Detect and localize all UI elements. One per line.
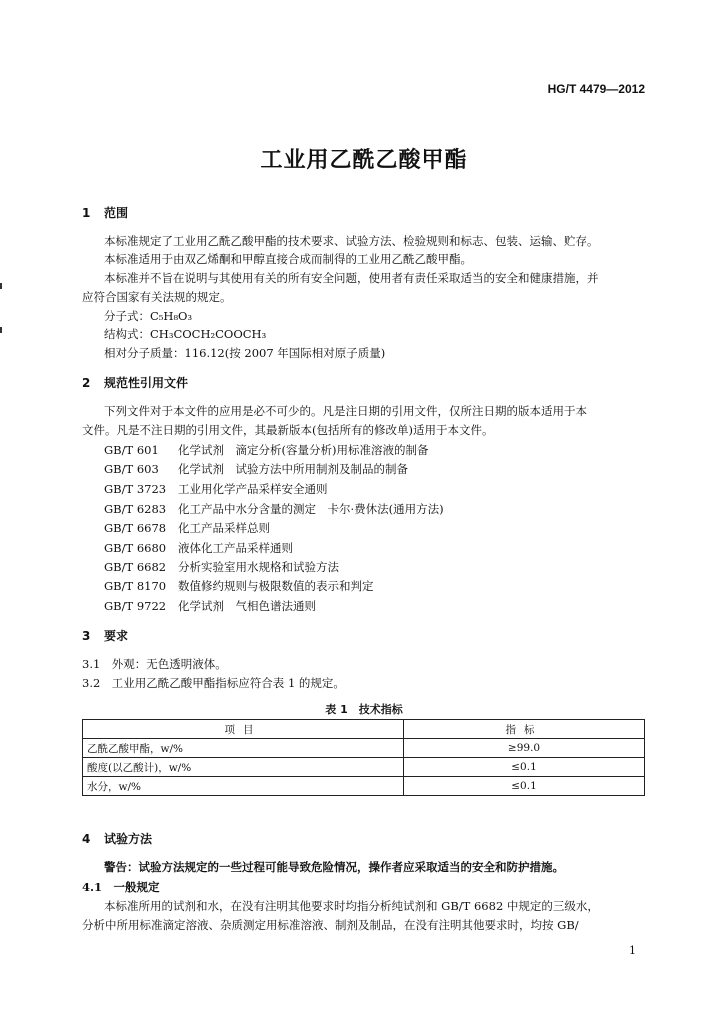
table-cell-value: ≤0.1: [404, 777, 645, 796]
clause-4-1: 4.1 一般规定: [82, 880, 160, 894]
reference-item: [104, 461, 408, 477]
reference-code: GB/T 601: [104, 443, 159, 457]
paragraph: 应符合国家有关法规的规定。: [82, 290, 232, 304]
spec-table: [82, 719, 645, 796]
page-number: 1: [629, 944, 636, 957]
structural-formula: 结构式：CH₃COCH₂COOCH₃: [104, 327, 267, 341]
reference-code: GB/T 6678: [104, 521, 167, 535]
reference-code: GB/T 603: [104, 462, 159, 476]
reference-title: 分析实验室用水规格和试验方法: [178, 560, 339, 574]
table-row: [83, 777, 645, 796]
paragraph: 本标准规定了工业用乙酰乙酸甲酯的技术要求、试验方法、检验规则和标志、包装、运输、贮存。: [104, 234, 599, 248]
reference-title: 工业用化学产品采样安全通则: [178, 482, 328, 496]
table-cell-item: 水分，w/%: [83, 777, 404, 796]
document-title: 工业用乙酰乙酸甲酯: [260, 148, 468, 173]
reference-item: [104, 442, 428, 458]
reference-item: [104, 520, 270, 536]
reference-title: 数值修约规则与极限数值的表示和判定: [178, 579, 374, 593]
reference-code: GB/T 6283: [104, 502, 167, 516]
table-header-value: 指标: [404, 720, 645, 739]
reference-title: 化工产品采样总则: [178, 521, 270, 535]
section-3-heading: [82, 627, 128, 644]
clause-3-1: 3.1 外观：无色透明液体。: [82, 657, 227, 671]
reference-item: [104, 559, 339, 575]
reference-code: GB/T 9722: [104, 599, 167, 613]
reference-item: [104, 501, 444, 517]
molecular-mass: 相对分子质量：116.12(按 2007 年国际相对原子质量): [104, 346, 386, 360]
section-4-heading: [82, 830, 152, 847]
section-number: 2: [82, 376, 91, 390]
reference-title: 液体化工产品采样通则: [178, 541, 293, 555]
paragraph: 下列文件对于本文件的应用是必不可少的。凡是注日期的引用文件，仅所注日期的版本适用于本: [104, 404, 587, 418]
reference-title: 化学试剂 试验方法中所用制剂及制品的制备: [178, 462, 408, 476]
paragraph: 分析中所用标准滴定溶液、杂质测定用标准溶液、制剂及制品，在没有注明其他要求时，均按 GB/: [82, 918, 579, 932]
table-caption: 表 1 技术指标: [325, 703, 403, 716]
reference-code: GB/T 3723: [104, 482, 167, 496]
scan-mark: [0, 283, 8, 289]
section-1-heading: [82, 204, 128, 221]
table-cell-value: ≥99.0: [404, 739, 645, 758]
reference-title: 化学试剂 滴定分析(容量分析)用标准溶液的制备: [178, 443, 429, 457]
table-row: [83, 739, 645, 758]
reference-item: [104, 481, 328, 497]
section-number: 4: [82, 832, 91, 846]
table-header-item: 项目: [83, 720, 404, 739]
reference-title: 化工产品中水分含量的测定 卡尔·费休法(通用方法): [178, 502, 444, 516]
table-cell-item: 乙酰乙酸甲酯，w/%: [83, 739, 404, 758]
reference-code: GB/T 6682: [104, 560, 167, 574]
section-number: 3: [82, 629, 91, 643]
table-cell-value: ≤0.1: [404, 758, 645, 777]
reference-item: [104, 540, 293, 556]
paragraph: 本标准适用于由双乙烯酮和甲醇直接合成而制得的工业用乙酰乙酸甲酯。: [104, 252, 472, 266]
reference-title: 化学试剂 气相色谱法通则: [178, 599, 316, 613]
section-2-heading: [82, 374, 188, 391]
reference-code: GB/T 8170: [104, 579, 167, 593]
standard-code: HG/T 4479—2012: [547, 82, 645, 96]
paragraph: 文件。凡是不注日期的引用文件，其最新版本(包括所有的修改单)适用于本文件。: [82, 423, 494, 437]
section-title: 规范性引用文件: [104, 376, 189, 390]
table-cell-item: 酸度(以乙酸计)，w/%: [83, 758, 404, 777]
section-title: 要求: [104, 629, 129, 643]
molecular-formula: 分子式：C₅H₈O₃: [104, 309, 193, 323]
clause-3-2: 3.2 工业用乙酰乙酸甲酯指标应符合表 1 的规定。: [82, 676, 345, 690]
paragraph: 本标准并不旨在说明与其使用有关的所有安全问题，使用者有责任采取适当的安全和健康措施，并: [104, 271, 599, 285]
reference-item: [104, 598, 316, 614]
reference-item: [104, 578, 374, 594]
paragraph: 本标准所用的试剂和水，在没有注明其他要求时均指分析纯试剂和 GB/T 6682 中规定的三级水，: [104, 899, 599, 913]
section-number: 1: [82, 206, 91, 220]
section-title: 试验方法: [104, 832, 153, 846]
table-header-row: [83, 720, 645, 739]
scan-mark: [0, 327, 8, 333]
safety-warning: 警告：试验方法规定的一些过程可能导致危险情况，操作者应采取适当的安全和防护措施。: [104, 860, 564, 874]
reference-code: GB/T 6680: [104, 541, 167, 555]
table-row: [83, 758, 645, 777]
section-title: 范围: [104, 206, 129, 220]
